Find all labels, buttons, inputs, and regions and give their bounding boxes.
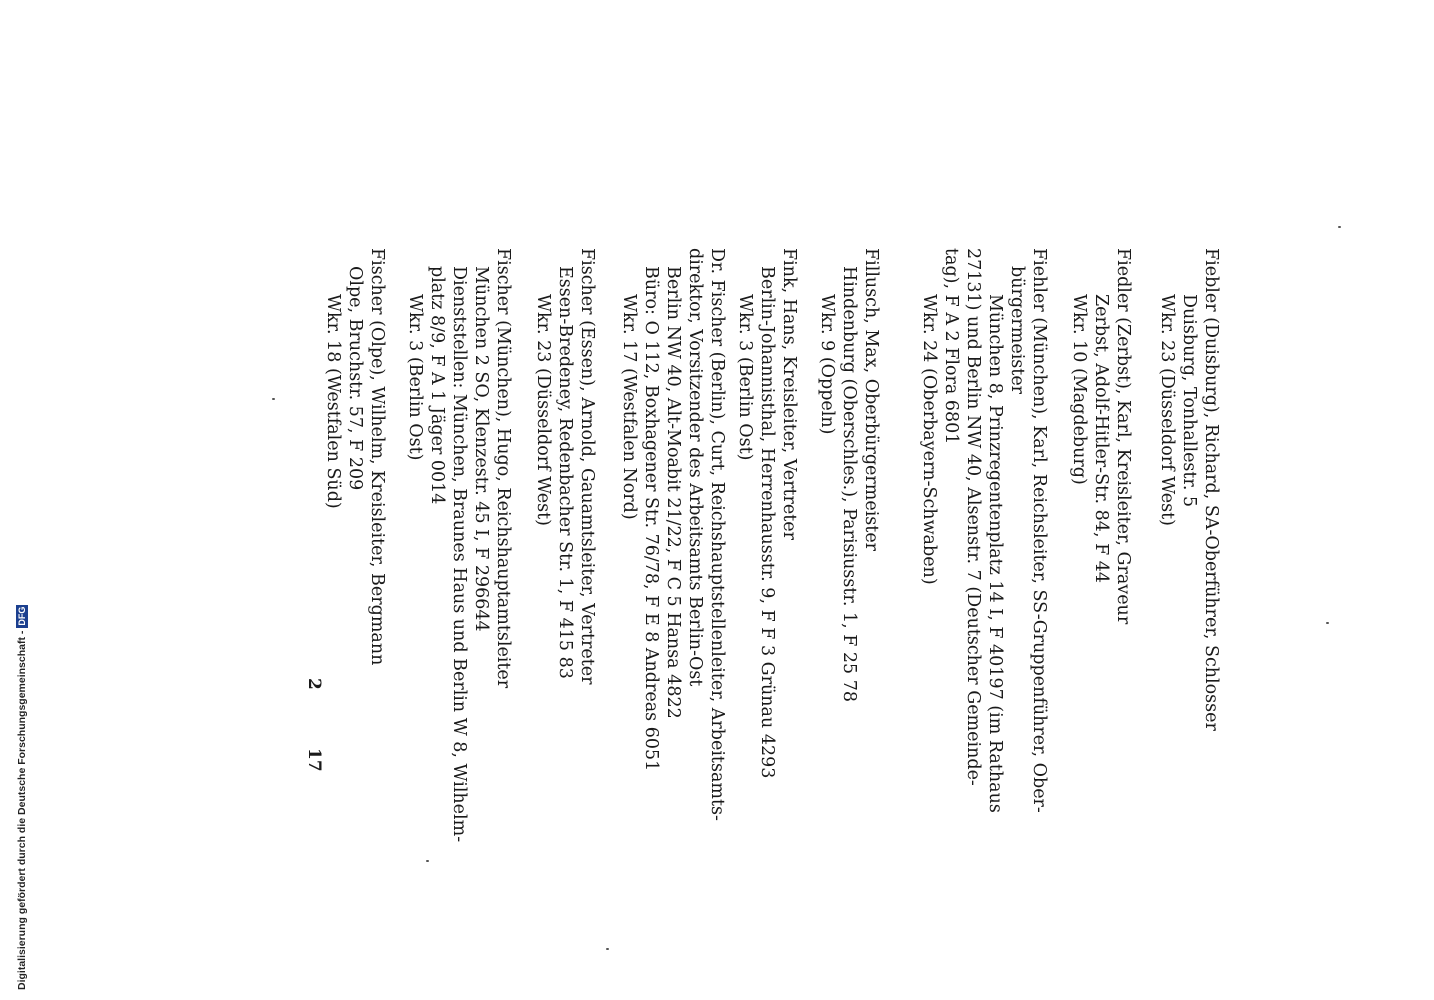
entry-line: Hindenburg (Oberschles.), Parisiusstr. 1, F 25 78 bbox=[839, 266, 859, 703]
entry-line: Berlin NW 40, Alt-Moabit 21/22, F C 5 Hansa 4822 bbox=[663, 266, 683, 719]
digitization-footer bbox=[16, 605, 28, 990]
entry-line: Fiehler (München), Karl, Reichsleiter, SS-Gruppenführer, Ober- bbox=[1029, 248, 1049, 813]
entry-line: Olpe, Bruchstr. 57, F 209 bbox=[345, 266, 365, 491]
entry-line: direktor, Vorsitzender des Arbeitsamts Berlin-Ost bbox=[685, 248, 705, 687]
entry-line: platz 8/9, F A 1 Jäger 0014 bbox=[427, 266, 447, 505]
scan-speck bbox=[1326, 622, 1329, 624]
entry-line: Dienststellen: München, Braunes Haus und Berlin W 8, Wilhelm- bbox=[449, 266, 469, 843]
entry-fiedler bbox=[1068, 248, 1134, 624]
scan-speck bbox=[1338, 226, 1341, 228]
entry-line: Wkr. 23 (Düsseldorf West) bbox=[1157, 294, 1177, 526]
entry-line: Fischer (Essen), Arnold, Gauamtsleiter, Vertreter bbox=[577, 248, 597, 685]
entry-line: Wkr. 17 (Westfalen Nord) bbox=[619, 294, 639, 520]
entry-line: Fiebler (Duisburg), Richard, SA-Oberführer, Schlosser bbox=[1201, 248, 1221, 731]
entry-line: Wkr. 24 (Oberbayern-Schwaben) bbox=[919, 294, 939, 585]
entry-line: Fink, Hans, Kreisleiter, Vertreter bbox=[779, 248, 799, 540]
scan-speck bbox=[606, 948, 609, 950]
entry-fischer-essen bbox=[532, 248, 598, 684]
entry-fillusch bbox=[816, 248, 882, 702]
entry-line: tag), F A 2 Flora 6801 bbox=[941, 248, 961, 445]
entry-line: Wkr. 3 (Berlin Ost) bbox=[735, 294, 755, 461]
page-number-right: 17 bbox=[304, 748, 324, 772]
entry-line: Wkr. 23 (Düsseldorf West) bbox=[533, 294, 553, 526]
entry-line: Dr. Fischer (Berlin), Curt, Reichshauptstellenleiter, Arbeitsamts- bbox=[707, 248, 727, 821]
entry-line: Fiedler (Zerbst), Karl, Kreisleiter, Graveur bbox=[1113, 248, 1133, 625]
entry-fiehler bbox=[918, 248, 1050, 813]
entry-line: Wkr. 9 (Oppeln) bbox=[817, 294, 837, 435]
scan-speck bbox=[426, 860, 429, 862]
entry-fink bbox=[734, 248, 800, 778]
entry-line: Duisburg, Tonhallestr. 5 bbox=[1179, 294, 1199, 508]
entry-line: Berlin-Johannisthal, Herrenhausstr. 9, F F 3 Grünau 4293 bbox=[757, 266, 777, 779]
entry-line: Fischer (München), Hugo, Reichshauptamtsleiter bbox=[493, 248, 513, 689]
entry-fischer-muenchen bbox=[404, 248, 514, 842]
entry-fischer-olpe bbox=[322, 248, 388, 665]
entry-line: Fischer (Olpe), Wilhelm, Kreisleiter, Bergmann bbox=[367, 248, 387, 666]
entry-line: Büro: O 112, Boxhagener Str. 76/78, F E 8 Andreas 6051 bbox=[641, 266, 661, 772]
entry-fiebler bbox=[1156, 248, 1222, 731]
entry-line: Wkr. 3 (Berlin Ost) bbox=[405, 294, 425, 461]
entry-line: Essen-Bredeney, Redenbacher Str. 1, F 415 83 bbox=[555, 266, 575, 679]
entry-fischer-berlin bbox=[618, 248, 728, 821]
entry-line: Wkr. 18 (Westfalen Süd) bbox=[323, 294, 343, 509]
dfg-logo-icon: DFG bbox=[17, 606, 28, 626]
entry-line: Wkr. 10 (Magdeburg) bbox=[1069, 294, 1089, 485]
entry-line: München 2 SO, Klenzestr. 45 I, F 296644 bbox=[471, 266, 491, 632]
entry-line: bürgermeister bbox=[1007, 266, 1027, 395]
entry-line: Zerbst, Adolf-Hitler-Str. 84, F 44 bbox=[1091, 294, 1111, 584]
page-number-left: 2 bbox=[304, 678, 324, 690]
footer-text: Digitalisierung gefördert durch die Deutsche Forschungsgemeinschaft - bbox=[16, 630, 28, 990]
scan-speck bbox=[272, 398, 275, 400]
entry-line: Fillusch, Max, Oberbürgermeister bbox=[861, 248, 881, 552]
entry-line: 27131) und Berlin NW 40, Alsenstr. 7 (Deutscher Gemeinde- bbox=[963, 248, 983, 786]
entry-line: München 8, Prinzregentenplatz 14 I, F 40197 (im Rathaus bbox=[985, 294, 1005, 813]
